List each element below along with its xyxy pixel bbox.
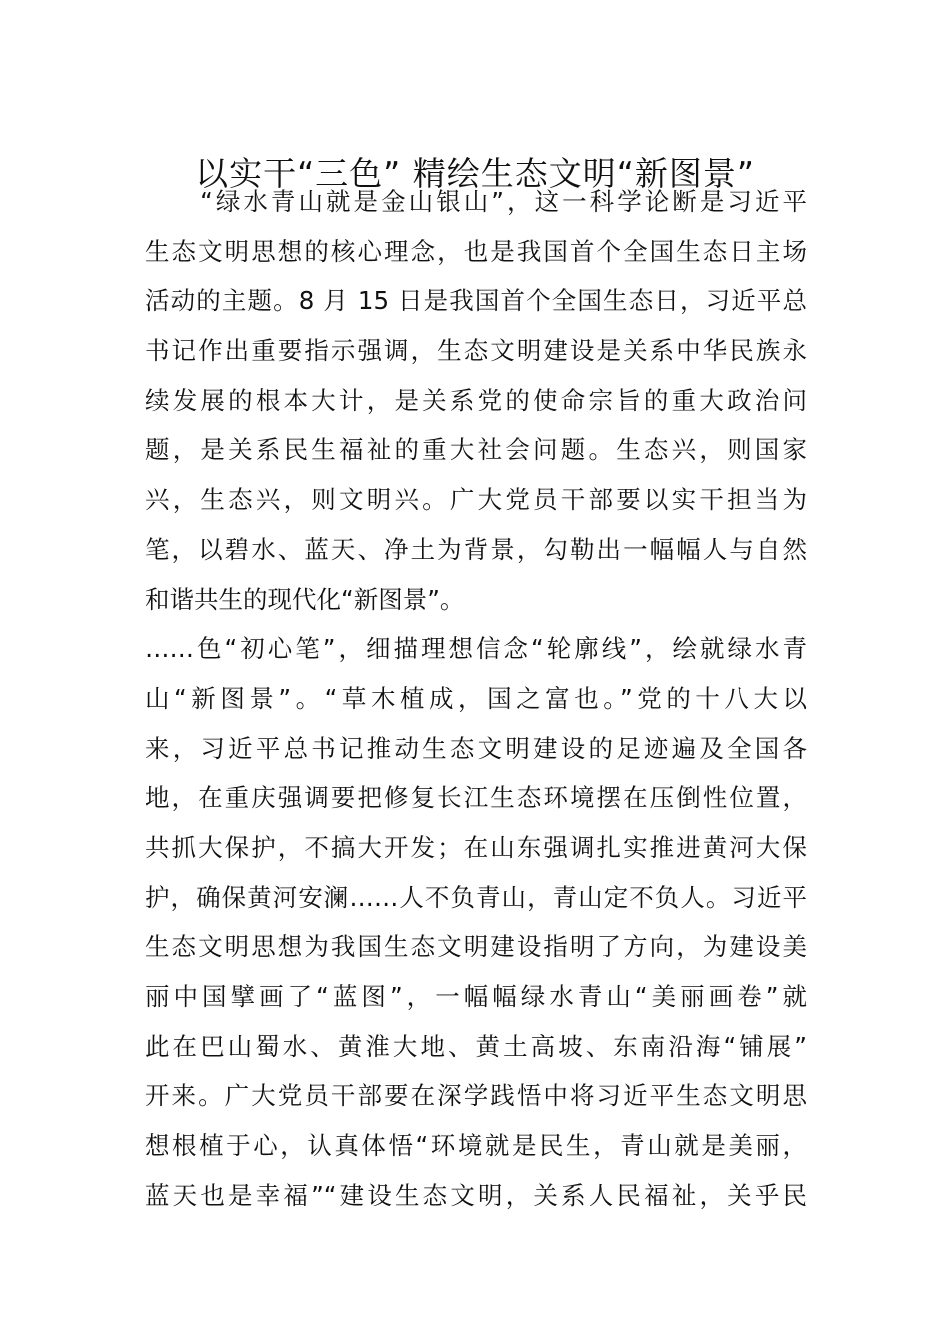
text-line: 山“新图景”。“草木植成，国之富也。”党的十八大以 — [145, 683, 807, 713]
document-title: 以实干“三色” 精绘生态文明“新图景” — [195, 154, 755, 194]
text-line: 续发展的根本大计，是关系党的使命宗旨的重大政治问 — [145, 385, 807, 415]
text-line: 活动的主题。8 月 15 日是我国首个全国生态日，习近平总 — [145, 286, 807, 316]
text-line: ……色“初心笔”，细描理想信念“轮廓线”，绘就绿水青 — [145, 634, 807, 664]
text-line: 题，是关系民生福祉的重大社会问题。生态兴，则国家 — [145, 435, 807, 465]
text-line: 护，确保黄河安澜……人不负青山，青山定不负人。习近平 — [145, 882, 807, 912]
text-line: 丽中国擘画了“蓝图”，一幅幅绿水青山“美丽画卷”就 — [145, 982, 807, 1011]
text-line: 来，习近平总书记推动生态文明建设的足迹遍及全国各 — [145, 733, 807, 763]
text-line: 此在巴山蜀水、黄淮大地、黄土高坡、东南沿海“铺展” — [145, 1031, 807, 1061]
text-line: 地，在重庆强调要把修复长江生态环境摆在压倒性位置， — [145, 783, 807, 813]
text-line: 开来。广大党员干部要在深学践悟中将习近平生态文明思 — [145, 1081, 807, 1111]
text-line: 笔，以碧水、蓝天、净土为背景，勾勒出一幅幅人与自然 — [145, 534, 807, 564]
text-line: 生态文明思想为我国生态文明建设指明了方向，为建设美 — [145, 932, 807, 962]
text-line: 想根植于心，认真体悟“环境就是民生，青山就是美丽， — [145, 1131, 807, 1161]
text-line: 兴，生态兴，则文明兴。广大党员干部要以实干担当为 — [145, 485, 807, 515]
text-line: 书记作出重要指示强调，生态文明建设是关系中华民族永 — [145, 336, 807, 366]
text-line: 蓝天也是幸福”“建设生态文明，关系人民福祉，关乎民 — [145, 1180, 807, 1210]
text-line: 和谐共生的现代化“新图景”。 — [145, 584, 465, 614]
text-line: 生态文明思想的核心理念，也是我国首个全国生态日主场 — [145, 236, 807, 266]
text-line: 共抓大保护，不搞大开发；在山东强调扎实推进黄河大保 — [145, 832, 807, 862]
document-body — [145, 177, 807, 1220]
text-line: “绿水青山就是金山银山”，这一科学论断是习近平 — [145, 187, 807, 216]
